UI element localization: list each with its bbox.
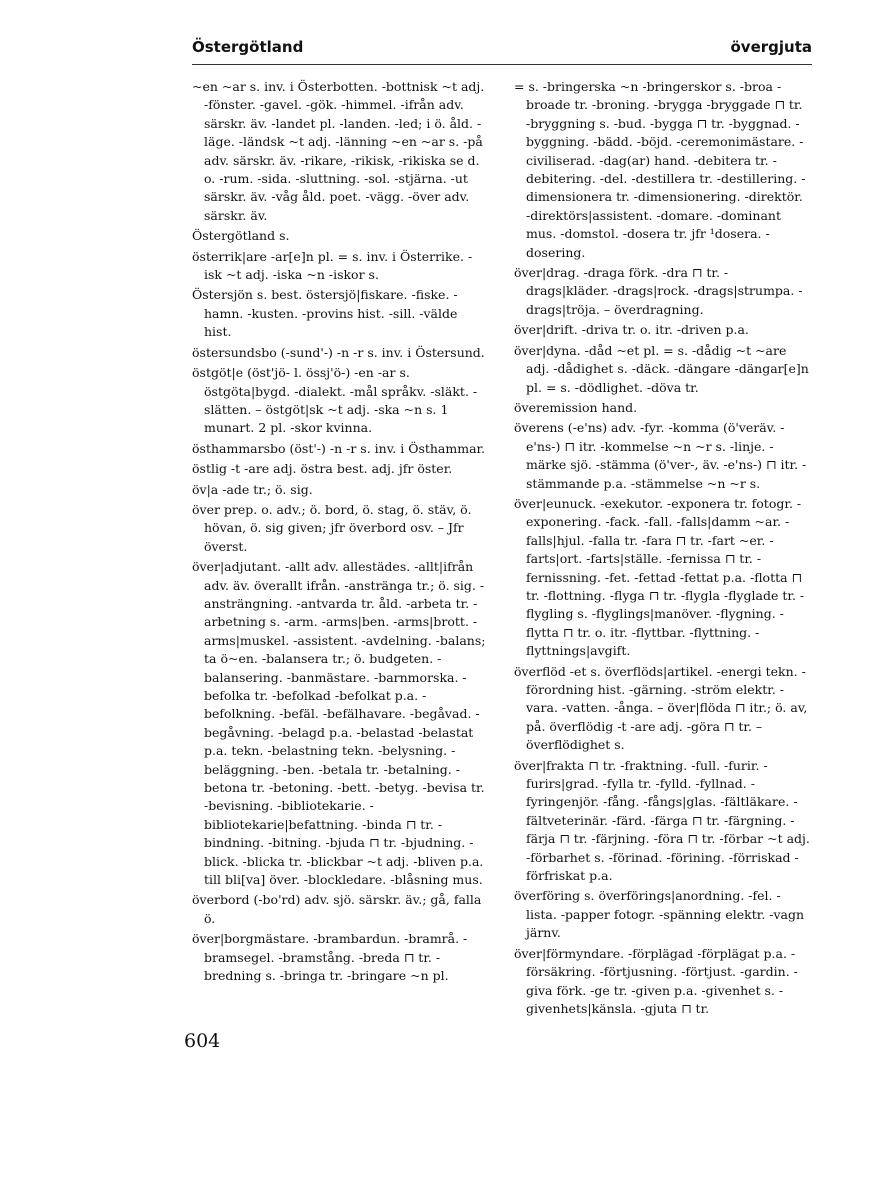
dictionary-entry: överföring s. överförings|anordning. -fel. -lista. -papper fotogr. -spänning elektr. -vagn järnv. — [514, 888, 805, 941]
dictionary-entry: överbord (-bo'rd) adv. sjö. särskr. äv.; gå, falla ö. — [192, 892, 482, 926]
dictionary-entry: över|adjutant. -allt adv. allestädes. -allt|ifrån adv. äv. överallt ifrån. -anstränga tr.; ö. sig. -ansträngning. -antvarda tr. åld. -arbeta tr. -arbetning s. -arm. -arms|ben. -arms|brott. -arms|muskel. -assistent. -avdelning. -balans; ta ö~en. -balansera tr.; ö. budgeten. -balansering. -banmästare. -barnmorska. -befolka tr. -befolkad -befolkat p.a. -befolkning. -befäl. -befälhavare. -begåvad. -begåvning. -belagd p.a. -belastad -belastat p.a. tekn. -belastning tekn. -belysning. -beläggning. -ben. -betala tr. -betalning. -betona tr. -betoning. -bett. -betyg. -bevisa tr. -bevisning. -bibliotekarie. -bibliotekarie|befattning. -binda ⊓ tr. -bindning. -bitning. -bjuda ⊓ tr. -bjudning. -blick. -blicka tr. -blickbar ~t adj. -bliven p.a. till bli[va] över. -blockledare. -blåsning mus. — [192, 559, 486, 888]
dictionary-entry: ~en ~ar s. inv. i Österbotten. -bottnisk ~t adj. -fönster. -gavel. -gök. -himmel. -ifrån adv. särskr. äv. -landet pl. -landen. -led; i ö. åld. -läge. -ländsk ~t adj. -länning ~en ~ar s. -på adv. särskr. äv. -rikare, -rikisk, -rikiska se d. o. -rum. -sida. -sluttning. -sol. -stjärna. -ut särskr. äv. -våg åld. poet. -vägg. -över adv. särskr. äv. — [192, 79, 485, 223]
dictionary-entry: över|drag. -draga förk. -dra ⊓ tr. -drags|kläder. -drags|rock. -drags|strumpa. -drags|tröja. – överdragning. — [514, 265, 803, 317]
dictionary-entry: Östergötland s. — [192, 228, 290, 244]
dictionary-entry: över|dyna. -dåd ~et pl. = s. -dådig ~t ~are adj. -dådighet s. -däck. -dängare -dängar[e]n pl. = s. -dödlighet. -döva tr. — [514, 342, 809, 395]
left-column — [192, 78, 488, 988]
dictionary-entry: över|frakta ⊓ tr. -fraktning. -full. -furir. -furirs|grad. -fylla tr. -fylld. -fyllnad. -fyringenjör. -fång. -fångs|glas. -fältläkare. -fältveterinär. -färd. -färga ⊓ tr. -färgning. -färja ⊓ tr. -färjning. -föra ⊓ tr. -förbar ~t adj. -förbarhet s. -förinad. -förining. -förriskad -förfriskat p.a. — [514, 757, 810, 884]
right-column — [514, 78, 810, 1020]
dictionary-entry: över|förmyndare. -förplägad -förplägat p.a. -försäkring. -förtjusning. -förtjust. -gardin. -giva förk. -ge tr. -given p.a. -givenhet s. -givenhets|känsla. -gjuta ⊓ tr. — [514, 945, 798, 1016]
header-left-guideword: Östergötland — [192, 38, 304, 56]
header-right-guideword: övergjuta — [730, 38, 812, 56]
dictionary-entry: österrik|are -ar[e]n pl. = s. inv. i Österrike. -isk ~t adj. -iska ~n -iskor s. — [192, 248, 473, 283]
dictionary-entry: östlig -t -are adj. östra best. adj. jfr öster. — [192, 461, 453, 477]
dictionary-entry: överens (-e'ns) adv. -fyr. -komma (ö'veräv. -e'ns-) ⊓ itr. -kommelse ~n ~r s. -linje. -märke sjö. -stämma (ö'ver-, äv. -e'ns-) ⊓ itr. -stämmande p.a. -stämmelse ~n ~r s. — [514, 420, 807, 491]
dictionary-entry: över prep. o. adv.; ö. bord, ö. stag, ö. stäv, ö. hövan, ö. sig given; jfr överbord osv. – Jfr överst. — [192, 501, 472, 554]
dictionary-entry: östgöt|e (öst'jö- l. össj'ö-) -en -ar s. östgöta|bygd. -dialekt. -mål språkv. -släkt. -slätten. – östgöt|sk ~t adj. -ska ~n s. 1 munart. 2 pl. -skor kvinna. — [192, 365, 478, 436]
dictionary-entry: östhammarsbo (öst'-) -n -r s. inv. i Östhammar. — [192, 440, 486, 456]
dictionary-entry: = s. -bringerska ~n -bringerskor s. -broa -broade tr. -broning. -brygga -bryggade ⊓ tr. -bryggning s. -bud. -bygga ⊓ tr. -byggnad. -byggning. -bädd. -böjd. -ceremonimästare. -civiliserad. -dag(ar) hand. -debitera tr. -debitering. -del. -destillera tr. -destillering. -dimensionera tr. -dimensionering. -direktör. -direktörs|assistent. -domare. -dominant mus. -domstol. -dosera tr. jfr ¹dosera. -dosering. — [514, 79, 806, 260]
running-header — [192, 38, 812, 66]
header-rule — [192, 64, 812, 65]
dictionary-entry: överflöd -et s. överflöds|artikel. -energi tekn. -förordning hist. -gärning. -ström elektr. -vara. -vatten. -ånga. – över|flöda ⊓ itr.; ö. av, på. överflödig -t -are adj. -göra ⊓ tr. – överflödighet s. — [514, 663, 808, 753]
dictionary-entry: Östersjön s. best. östersjö|fiskare. -fiske. -hamn. -kusten. -provins hist. -sill. -välde hist. — [192, 287, 458, 340]
dictionary-entry: över|eunuck. -exekutor. -exponera tr. fotogr. -exponering. -fack. -fall. -falls|damm ~ar. -falls|hjul. -falla tr. -fara ⊓ tr. -fart ~er. -farts|ort. -farts|ställe. -fernissa ⊓ tr. -fernissning. -fet. -fettad -fettat p.a. -flotta ⊓ tr. -flottning. -flyga ⊓ tr. -flygla -flyglade tr. -flygling s. -flyglings|manöver. -flygning. -flytta ⊓ tr. o. itr. -flyttbar. -flyttning. -flyttnings|avgift. — [514, 495, 805, 659]
dictionary-entry: östersundsbo (-sund'-) -n -r s. inv. i Östersund. — [192, 344, 485, 360]
dictionary-entry: över|borgmästare. -brambardun. -bramrå. -bramsegel. -bramstång. -breda ⊓ tr. -bredning s. -bringa tr. -bringare ~n pl. — [192, 931, 468, 984]
page-number: 604 — [184, 1030, 221, 1052]
dictionary-entry: öv|a -ade tr.; ö. sig. — [192, 481, 313, 497]
dictionary-entry: över|drift. -driva tr. o. itr. -driven p.a. — [514, 322, 749, 338]
dictionary-entry: överemission hand. — [514, 399, 638, 415]
